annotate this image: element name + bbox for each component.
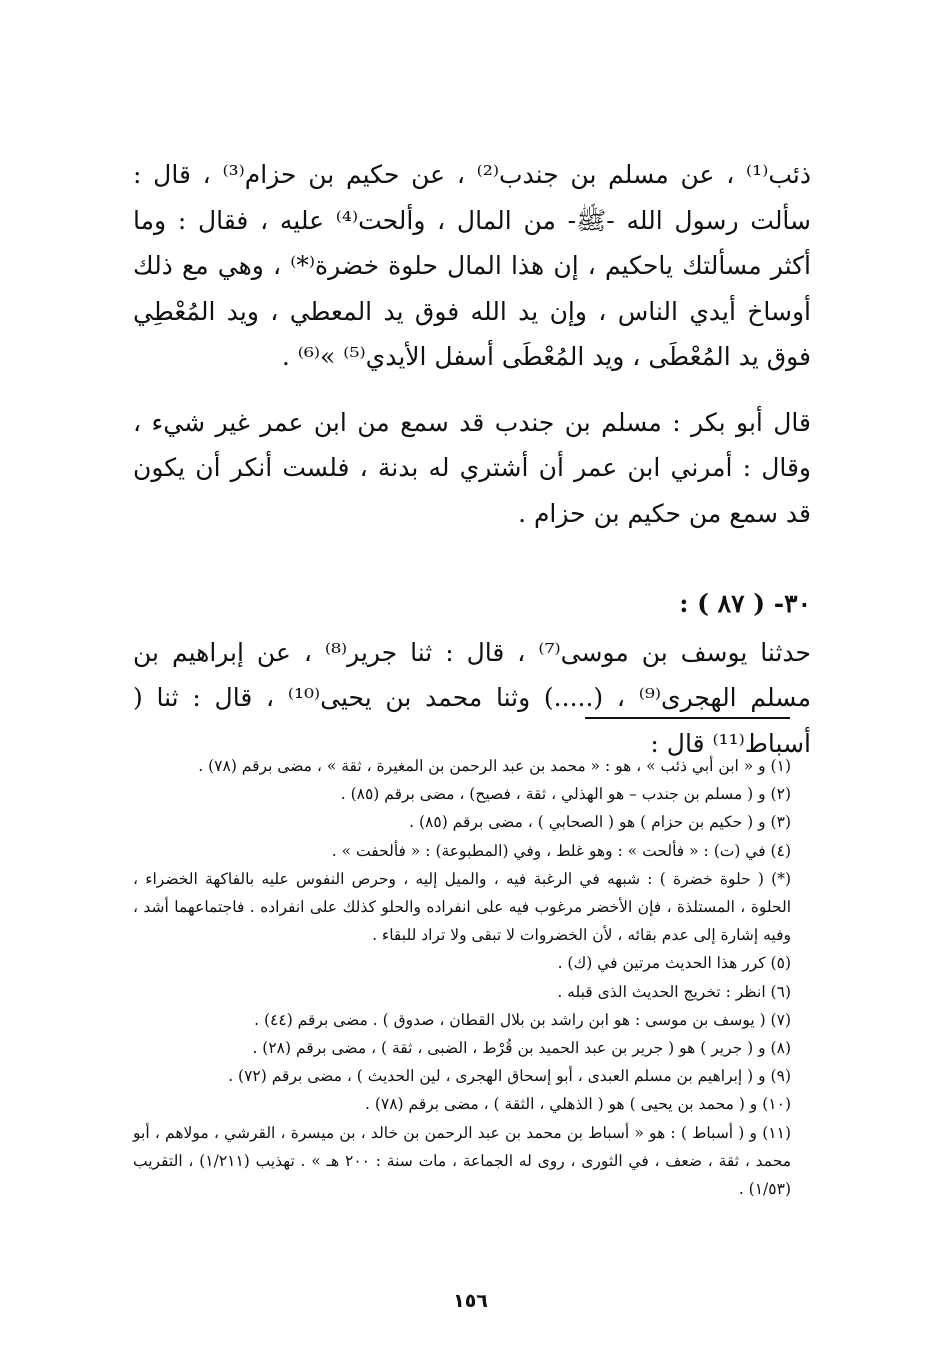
footnotes-section <box>133 752 791 1203</box>
footnote: (٥) كرر هذا الحديث مرتين في (ك) . <box>557 954 791 973</box>
footnote: (١) و « ابن أبي ذئب » ، هو : « محمد بن عبد الرحمن بن المغيرة ، ثقة » ، مضى برقم (٧٨) . <box>198 757 791 775</box>
main-text-body <box>133 152 811 766</box>
footnote: (٢) و ( مسلم بن جندب – هو الهذلي ، ثقة ، فصيح) ، مضى برقم (٨٥) . <box>340 785 791 804</box>
footnote: (٧) ( يوسف بن موسى : هو ابن راشد بن بلال القطان ، صدوق ) . مضى برقم (٤٤) . <box>254 1010 791 1029</box>
footnote: (٩) و ( إبراهيم بن مسلم العبدى ، أبو إسحاق الهجرى ، لين الحديث ) ، مضى برقم (٧٢) . <box>228 1067 791 1086</box>
commentary-paragraph: قال أبو بكر : مسلم بن جندب قد سمع من ابن عمر غير شيء ، وقال : أمرني ابن عمر أن أشتري له بدنة ، فلست أنكر أن يكون قد سمع من حكيم بن حزام . <box>133 407 811 528</box>
footnote-separator <box>585 717 790 719</box>
footnote: (١٠) و ( محمد بن يحيى ) هو ( الذهلي ، الثقة ) ، مضى برقم (٧٨) . <box>364 1095 791 1114</box>
footnote: (٦) انظر : تخريج الحديث الذى قبله . <box>557 982 791 1001</box>
hadith-number-heading: ٣٠- ( ٨٧ ) : <box>679 589 811 618</box>
footnote: (٣) و ( حكيم بن حزام ) هو ( الصحابي ) ، مضى برقم (٨٥) . <box>409 813 791 832</box>
footnote: (٤) في (ت) : « فألحت » : وهو غلط ، وفي (المطبوعة) : « فألحفت » . <box>331 841 791 860</box>
footnote: (١١) و ( أسباط ) : هو « أسباط بن محمد بن عبد الرحمن بن خالد ، بن ميسرة ، القرشي ، مولاهم ، أبو محمد ، ثقة ، ضعف ، في الثورى ، روى له الجماعة ، مات سنة : ٢٠٠ هـ » . تهذيب (١/٢١١) ، التقريب (١/٥٣) . <box>133 1123 792 1199</box>
footnote: (*) ( حلوة خضرة ) : شبهه في الرغبة فيه ، والميل إليه ، وحرص النفوس عليه بالفاكهة الخضراء ، الحلوة ، المستلذة ، فإن الأخضر مرغوب فيه على انفراده والحلو كذلك على انفراده . فاجتماعهما أشد ، وفيه إشارة إلى عدم بقائه ، لأن الخضروات لا تبقى ولا تراد للبقاء . <box>133 869 791 945</box>
hadith-text-paragraph: ذئب⁽¹⁾ ، عن مسلم بن جندب⁽²⁾ ، عن حكيم بن حزام⁽³⁾ ، قال : سألت رسول الله -ﷺ- من المال ، وألحت⁽⁴⁾ عليه ، فقال : وما أكثر مسألتك ياحكيم ، إن هذا المال حلوة خضرة⁽*⁾ ، وهي مع ذلك أوساخ أيدي الناس ، وإن يد الله فوق يد المعطي ، ويد المُعْطِي فوق يد المُعْطَى ، ويد المُعْطَى أسفل الأيدي⁽⁵⁾ »⁽⁶⁾ . <box>133 160 811 371</box>
footnote: (٨) و ( جرير ) هو ( جرير بن عبد الحميد بن قُرْط ، الضبى ، ثقة ) ، مضى برقم (٢٨) . <box>252 1039 791 1058</box>
page-number: ١٥٦ <box>453 1290 488 1312</box>
isnad-paragraph: حدثنا يوسف بن موسى⁽⁷⁾ ، قال : ثنا جرير⁽⁸⁾ ، عن إبراهيم بن مسلم الهجرى⁽⁹⁾ ، (.....) وثنا محمد بن يحيى⁽¹⁰⁾ ، قال : ثنا ( أسباط⁽¹¹⁾ قال : <box>133 637 811 758</box>
